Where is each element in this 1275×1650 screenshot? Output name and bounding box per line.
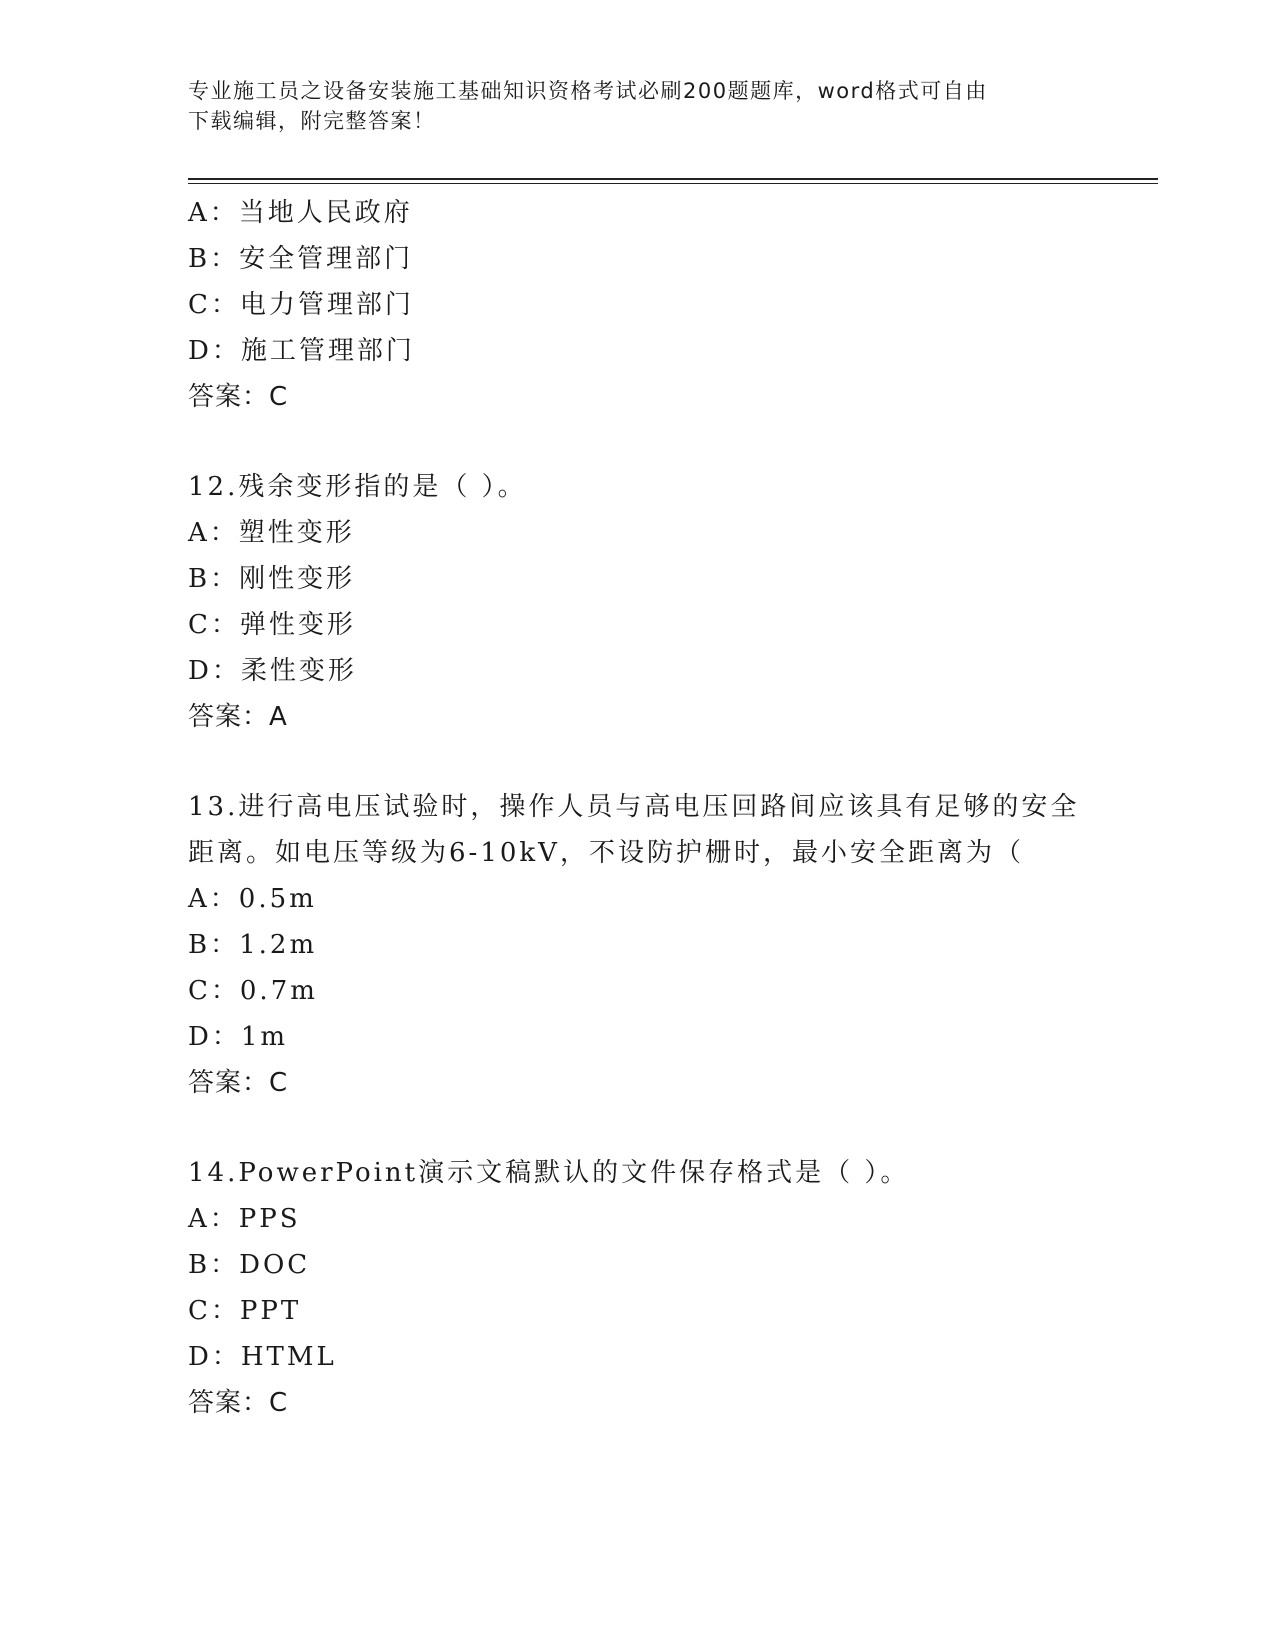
option-a: A：当地人民政府 bbox=[188, 198, 413, 228]
option-c: C：弹性变形 bbox=[188, 610, 356, 640]
option-d: D：HTML bbox=[188, 1342, 337, 1372]
option-b: B：1.2m bbox=[188, 930, 318, 960]
header-line-1: 专业施工员之设备安装施工基础知识资格考试必刷200题题库，word格式可自由 bbox=[188, 79, 988, 103]
option-c: C：0.7m bbox=[188, 976, 318, 1006]
question-text-line-1: 13.进行高电压试验时，操作人员与高电压回路间应该具有足够的安全 bbox=[188, 792, 1080, 822]
question-text: 12.残余变形指的是（ ）。 bbox=[188, 472, 527, 502]
option-c: C：PPT bbox=[188, 1296, 302, 1326]
answer: 答案：A bbox=[188, 702, 288, 732]
header-divider-thin bbox=[188, 183, 1158, 184]
question-14 bbox=[188, 1150, 1148, 1426]
question-text-line-2: 距离。如电压等级为6-10kV，不设防护栅时，最小安全距离为（ bbox=[188, 838, 1024, 868]
option-d: D：1m bbox=[188, 1022, 289, 1052]
document-header bbox=[188, 76, 1088, 136]
answer: 答案：C bbox=[188, 1388, 289, 1418]
option-c: C：电力管理部门 bbox=[188, 290, 414, 320]
option-a: A：PPS bbox=[188, 1204, 301, 1234]
question-list bbox=[188, 190, 1148, 1426]
answer: 答案：C bbox=[188, 1068, 289, 1098]
question-text: 14.PowerPoint演示文稿默认的文件保存格式是（ ）。 bbox=[188, 1158, 910, 1188]
option-a: A：塑性变形 bbox=[188, 518, 355, 548]
option-b: B：刚性变形 bbox=[188, 564, 356, 594]
question-13 bbox=[188, 784, 1148, 1106]
option-b: B：DOC bbox=[188, 1250, 311, 1280]
question-11-tail bbox=[188, 190, 1148, 420]
header-line-2: 下载编辑，附完整答案！ bbox=[188, 109, 436, 133]
option-b: B：安全管理部门 bbox=[188, 244, 414, 274]
question-12 bbox=[188, 464, 1148, 740]
option-d: D：柔性变形 bbox=[188, 656, 357, 686]
header-divider-thick bbox=[188, 178, 1158, 180]
option-a: A：0.5m bbox=[188, 884, 317, 914]
answer: 答案：C bbox=[188, 382, 289, 412]
option-d: D：施工管理部门 bbox=[188, 336, 415, 366]
